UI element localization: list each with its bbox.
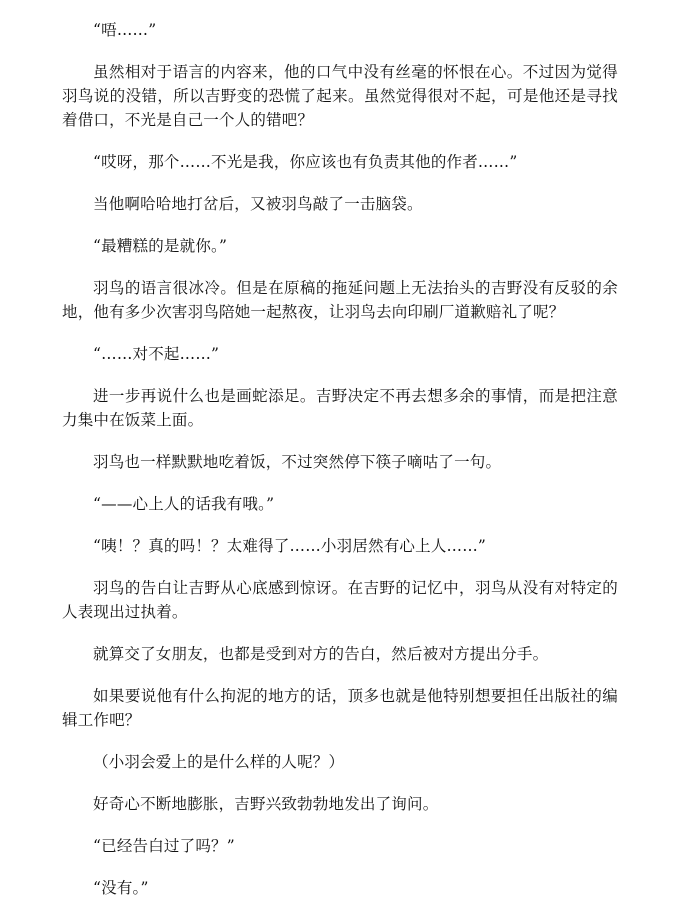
- paragraph-11: “咦！？真的吗！？太难得了……小羽居然有心上人……”: [93, 537, 487, 555]
- paragraph-16: 好奇心不断地膨胀，吉野兴致勃勃地发出了询问。: [93, 795, 439, 813]
- paragraph-12: 羽鸟的告白让吉野从心底感到惊讶。在吉野的记忆中，羽鸟从没有对特定的人表现出过执着。: [62, 579, 618, 621]
- paragraph-14: 如果要说他有什么拘泥的地方的话，顶多也就是他特别想要担任出版社的编辑工作吧？: [62, 687, 618, 729]
- paragraph-1: “唔……”: [93, 21, 157, 39]
- paragraph-15: （小羽会爱上的是什么样的人呢？）: [93, 753, 345, 771]
- paragraph-13: 就算交了女朋友，也都是受到对方的告白，然后被对方提出分手。: [93, 645, 549, 663]
- paragraph-4: 当他啊哈哈地打岔后，又被羽鸟敲了一击脑袋。: [93, 195, 423, 213]
- paragraph-18: “没有。”: [93, 879, 149, 897]
- paragraph-7: “……对不起……”: [93, 345, 220, 363]
- paragraph-3: “哎呀，那个……不光是我，你应该也有负责其他的作者……”: [93, 153, 518, 171]
- paragraph-9: 羽鸟也一样默默地吃着饭，不过突然停下筷子嘀咕了一句。: [93, 453, 502, 471]
- paragraph-8: 进一步再说什么也是画蛇添足。吉野决定不再去想多余的事情，而是把注意力集中在饭菜上面。: [62, 387, 618, 429]
- paragraph-2: 虽然相对于语言的内容来，他的口气中没有丝毫的怀恨在心。不过因为觉得羽鸟说的没错，所以吉野变的恐慌了起来。虽然觉得很对不起，可是他还是寻找着借口，不光是自己一个人的错吧？: [62, 63, 618, 129]
- paragraph-6: 羽鸟的语言很冰冷。但是在原稿的拖延问题上无法抬头的吉野没有反驳的余地，他有多少次害羽鸟陪她一起熬夜，让羽鸟去向印刷厂道歉赔礼了呢？: [62, 279, 618, 321]
- paragraph-5: “最糟糕的是就你。”: [93, 237, 228, 255]
- paragraph-17: “已经告白过了吗？”: [93, 837, 235, 855]
- paragraph-10: “——心上人的话我有哦。”: [93, 495, 275, 513]
